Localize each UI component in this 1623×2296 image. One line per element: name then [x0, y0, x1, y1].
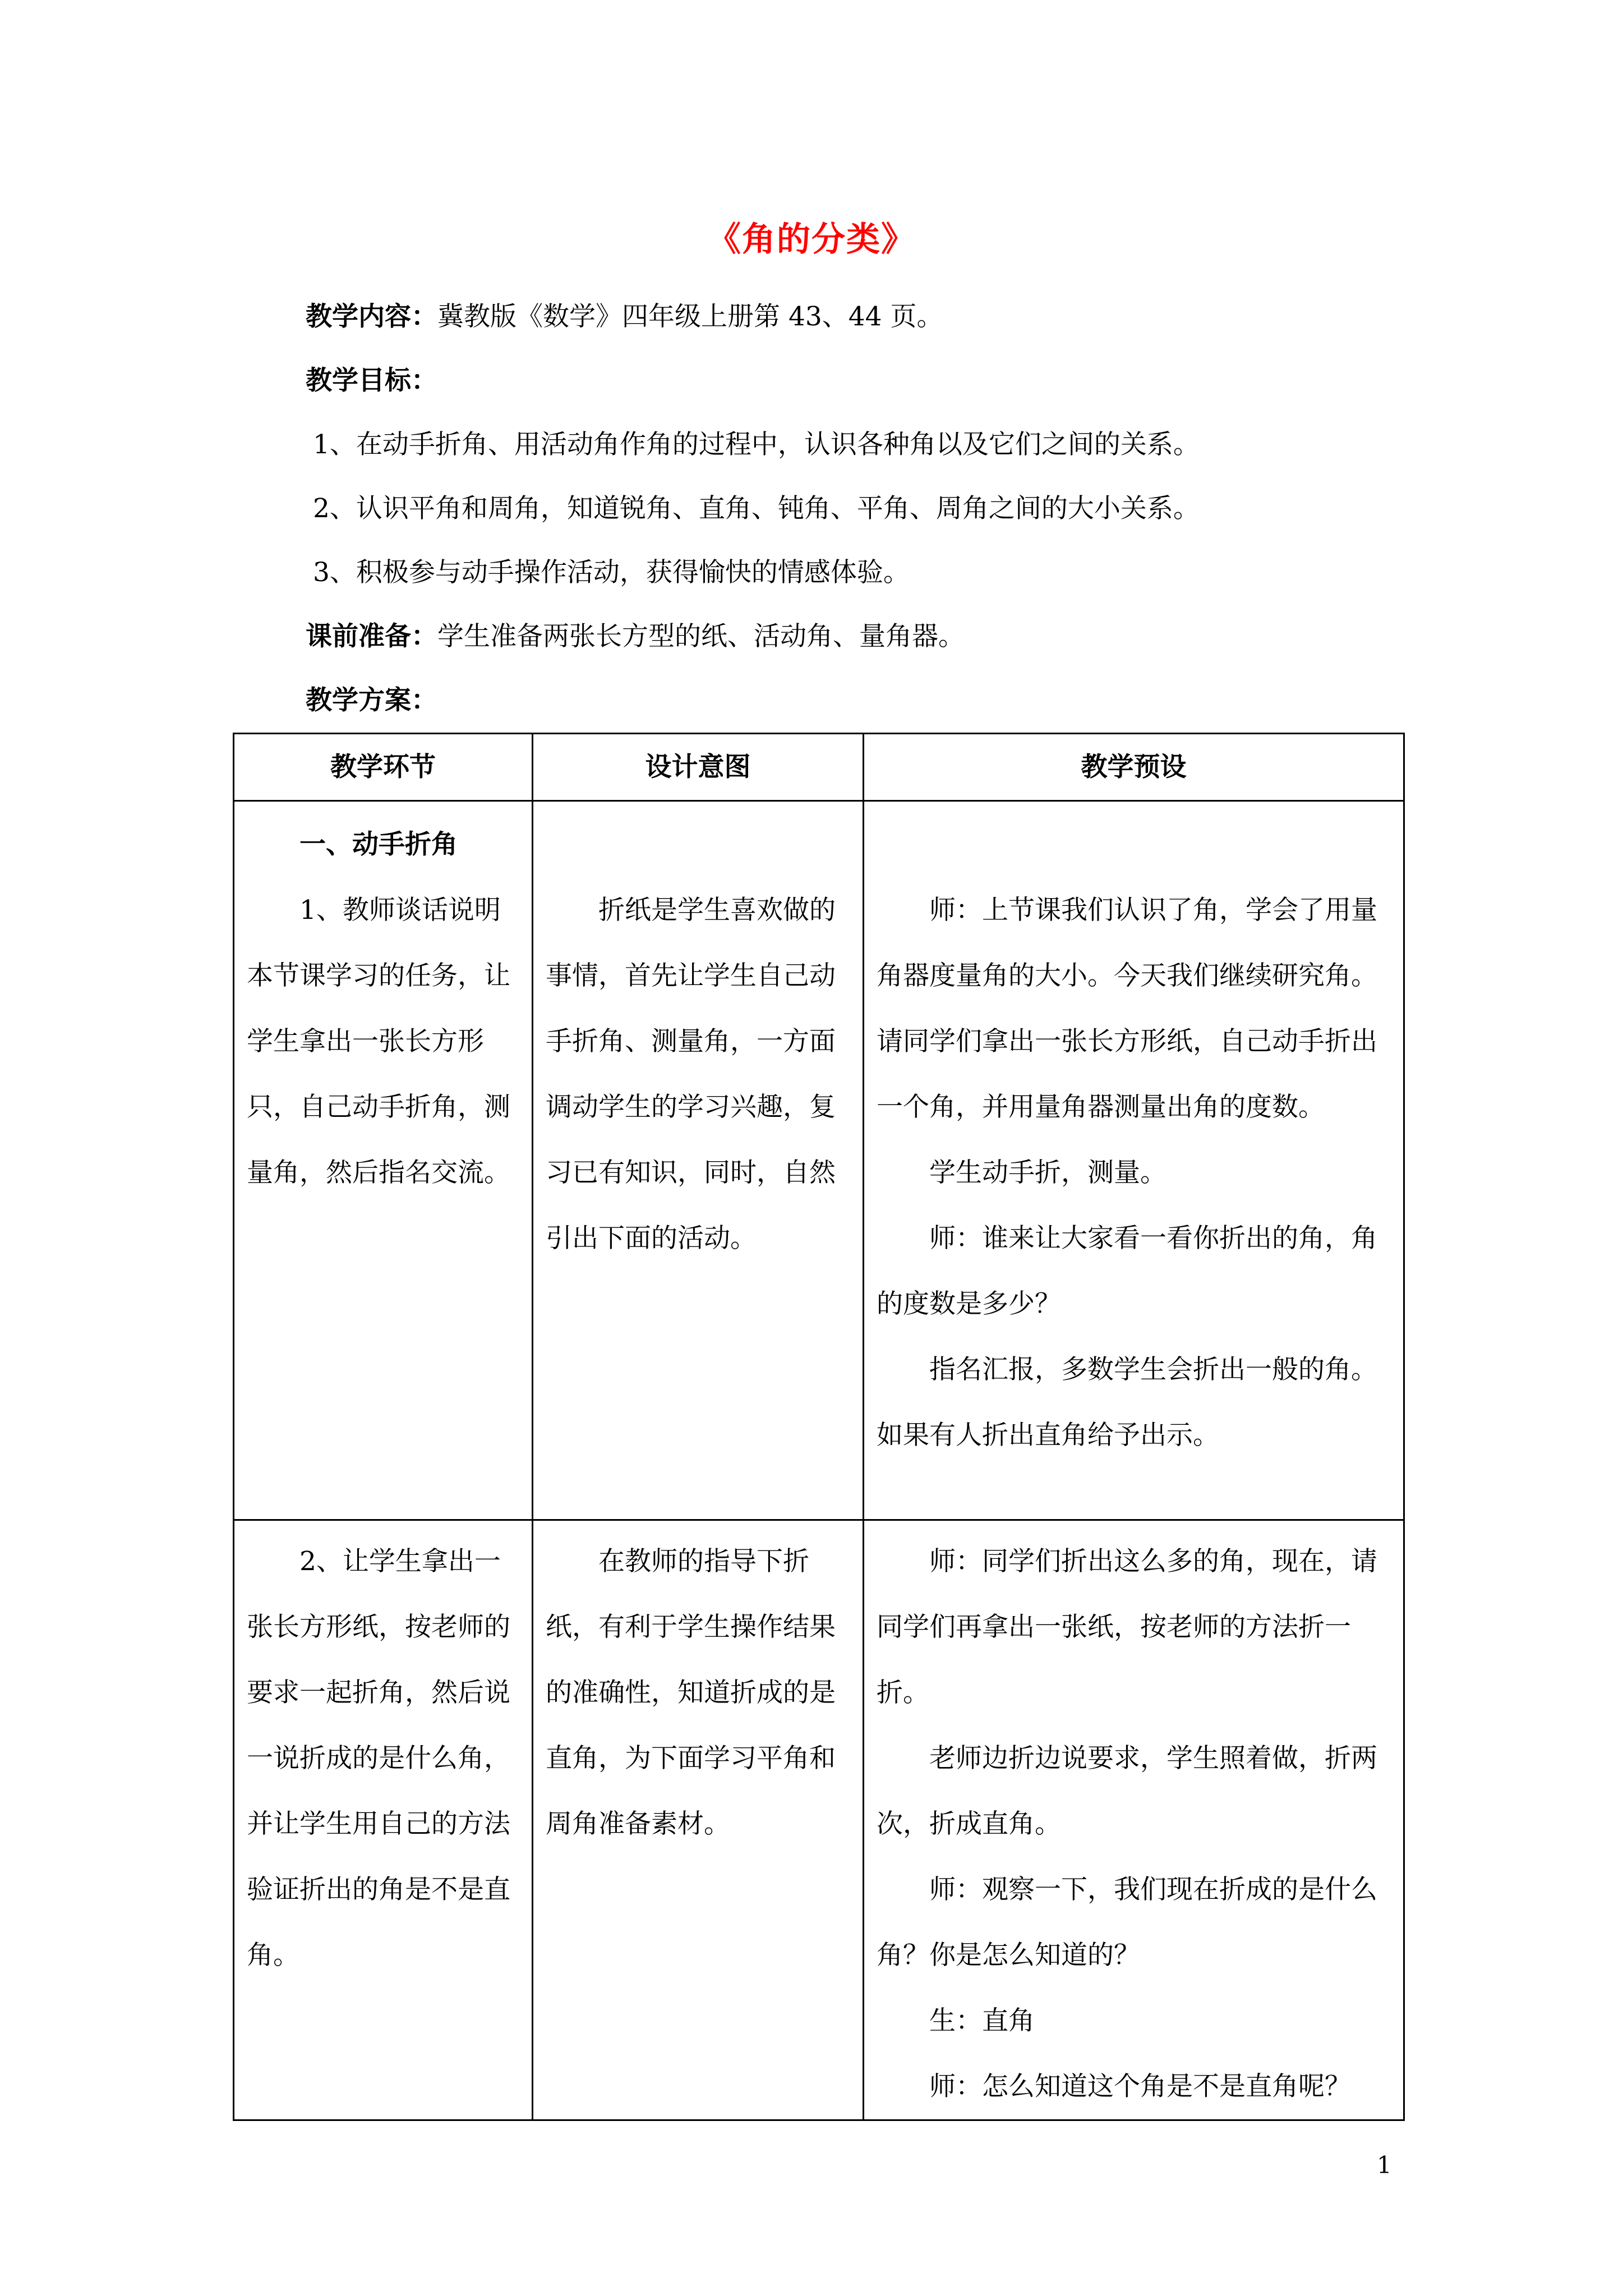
spacer — [877, 812, 1391, 877]
plan-label: 教学方案： — [306, 685, 437, 716]
goal-item-1: 1、在动手折角、用活动角作角的过程中，认识各种角以及它们之间的关系。 — [313, 429, 1200, 460]
preset-paragraph: 师：怎么知道这个角是不是直角呢？ — [929, 2071, 1351, 2102]
goal-item-3: 3、积极参与动手操作活动，获得愉快的情感体验。 — [313, 557, 910, 588]
preset-paragraph: 师：谁来让大家看一看你折出的角，角的度数是多少？ — [877, 1223, 1377, 1319]
table-header-row — [234, 734, 1404, 801]
intent-text: 折纸是学生喜欢做的事情，首先让学生自己动手折角、测量角，一方面调动学生的学习兴趣，复习已有知识，同时，自然引出下面的活动。 — [546, 895, 836, 1254]
prep-text: 学生准备两张长方型的纸、活动角、量角器。 — [437, 621, 965, 652]
stage-heading: 一、动手折角 — [299, 829, 458, 860]
goal-item-2: 2、认识平角和周角，知道锐角、直角、钝角、平角、周角之间的大小关系。 — [313, 493, 1200, 524]
prep-line — [306, 617, 965, 656]
intent-text: 在教师的指导下折纸，有利于学生操作结果的准确性，知道折成的是直角，为下面学习平角和周角准备素材。 — [546, 1546, 836, 1839]
preset-cell — [864, 801, 1404, 1520]
intent-cell — [533, 1520, 864, 2120]
prep-label: 课前准备： — [306, 621, 437, 652]
page-number: 1 — [1377, 2151, 1392, 2179]
preset-paragraph: 师：观察一下，我们现在折成的是什么角？你是怎么知道的？ — [877, 1874, 1377, 1971]
header-stage: 教学环节 — [234, 734, 533, 801]
preset-paragraph: 生：直角 — [929, 2005, 1035, 2036]
content-label: 教学内容： — [306, 301, 437, 332]
preset-paragraph: 师：上节课我们认识了角，学会了用量角器度量角的大小。今天我们继续研究角。请同学们拿出一张长方形纸，自己动手折出一个角，并用量角器测量出角的度数。 — [877, 895, 1377, 1122]
content-line — [306, 297, 943, 337]
stage-text: 1、教师谈话说明本节课学习的任务，让学生拿出一张长方形只，自己动手折角，测量角，然后指名交流。 — [247, 895, 510, 1188]
goals-label: 教学目标： — [306, 365, 437, 396]
intent-cell — [533, 801, 864, 1520]
document-title: 《角的分类》 — [707, 220, 916, 259]
preset-paragraph: 老师边折边说要求，学生照着做，折两次，折成直角。 — [877, 1743, 1377, 1839]
header-intent: 设计意图 — [533, 734, 864, 801]
teaching-plan-table — [233, 733, 1405, 2121]
preset-paragraph: 指名汇报，多数学生会折出一般的角。如果有人折出直角给予出示。 — [877, 1354, 1377, 1451]
stage-cell — [234, 801, 533, 1520]
spacer — [546, 812, 850, 877]
stage-text: 2、让学生拿出一张长方形纸，按老师的要求一起折角，然后说一说折成的是什么角，并让学生用自己的方法验证折出的角是不是直角。 — [247, 1546, 510, 1971]
table-row — [234, 1520, 1404, 2120]
header-preset: 教学预设 — [864, 734, 1404, 801]
preset-cell — [864, 1520, 1404, 2120]
preset-paragraph: 学生动手折，测量。 — [929, 1157, 1166, 1188]
table-row — [234, 801, 1404, 1520]
preset-paragraph: 师：同学们折出这么多的角，现在，请同学们再拿出一张纸，按老师的方法折一折。 — [877, 1546, 1377, 1708]
stage-cell — [234, 1520, 533, 2120]
content-text: 冀教版《数学》四年级上册第 43、44 页。 — [437, 301, 943, 332]
